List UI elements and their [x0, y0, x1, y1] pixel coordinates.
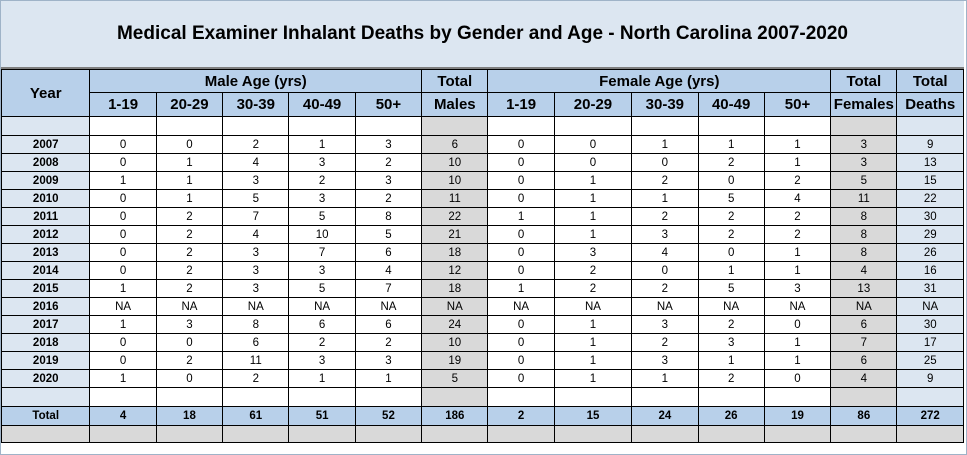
total-deaths-cell: 30 [897, 316, 964, 334]
female-count-cell: 1 [632, 136, 698, 154]
female-count-cell: 4 [632, 244, 698, 262]
male-count-cell: 2 [156, 226, 222, 244]
female-count-cell: 2 [698, 154, 764, 172]
female-count-cell: 5 [698, 190, 764, 208]
male-count-cell: 6 [289, 316, 355, 334]
table-row [2, 298, 964, 316]
female-count-cell: 1 [764, 244, 830, 262]
spacer-row [2, 388, 964, 407]
male-count-cell: 3 [223, 244, 289, 262]
total-males-cell: 5 [422, 370, 488, 388]
total-males-cell: NA [422, 298, 488, 316]
year-cell: 2015 [2, 280, 90, 298]
year-cell: 2013 [2, 244, 90, 262]
female-count-cell: 0 [488, 352, 554, 370]
total-males-cell: 12 [422, 262, 488, 280]
deaths-table [1, 69, 964, 443]
male-count-cell: 1 [90, 316, 156, 334]
female-count-cell: 0 [632, 154, 698, 172]
female-count-cell: 1 [764, 154, 830, 172]
male-count-cell: 2 [156, 244, 222, 262]
total-males-cell: 24 [422, 316, 488, 334]
total-value-cell: 4 [90, 407, 156, 426]
female-band-header: 30-39 [632, 93, 698, 117]
total-value-cell: 86 [831, 407, 897, 426]
total-deaths-cell: 31 [897, 280, 964, 298]
female-count-cell: 3 [554, 244, 631, 262]
female-count-cell: NA [554, 298, 631, 316]
total-females-cell: 6 [831, 316, 897, 334]
female-count-cell: 0 [488, 154, 554, 172]
male-count-cell: 5 [355, 226, 421, 244]
male-count-cell: 3 [223, 262, 289, 280]
total-males-cell: 11 [422, 190, 488, 208]
total-deaths-cell: 9 [897, 136, 964, 154]
male-count-cell: 2 [156, 208, 222, 226]
female-count-cell: 1 [488, 280, 554, 298]
male-count-cell: 0 [90, 262, 156, 280]
female-count-cell: 1 [698, 262, 764, 280]
male-count-cell: 0 [90, 208, 156, 226]
table-row [2, 172, 964, 190]
female-count-cell: 2 [764, 208, 830, 226]
female-count-cell: 2 [698, 316, 764, 334]
total-females-cell: 6 [831, 352, 897, 370]
male-count-cell: 2 [355, 154, 421, 172]
male-count-cell: 8 [355, 208, 421, 226]
male-count-cell: 3 [289, 262, 355, 280]
female-band-header: 1-19 [488, 93, 554, 117]
total-value-cell: 51 [289, 407, 355, 426]
female-count-cell: 1 [554, 208, 631, 226]
total-males-cell: 18 [422, 244, 488, 262]
table-row [2, 154, 964, 172]
male-count-cell: 6 [355, 316, 421, 334]
male-count-cell: 1 [289, 136, 355, 154]
male-count-cell: 7 [223, 208, 289, 226]
female-count-cell: 3 [632, 226, 698, 244]
female-count-cell: 1 [554, 370, 631, 388]
year-cell: 2014 [2, 262, 90, 280]
male-count-cell: 0 [90, 244, 156, 262]
spacer-row [2, 117, 964, 136]
total-value-cell: 2 [488, 407, 554, 426]
male-count-cell: 2 [289, 334, 355, 352]
male-count-cell: 3 [289, 352, 355, 370]
male-count-cell: 3 [223, 172, 289, 190]
female-count-cell: 1 [764, 136, 830, 154]
male-count-cell: 5 [289, 208, 355, 226]
female-count-cell: 1 [488, 208, 554, 226]
male-count-cell: 1 [156, 190, 222, 208]
year-header: Year [2, 70, 90, 117]
male-count-cell: 2 [355, 334, 421, 352]
female-count-cell: 0 [554, 154, 631, 172]
female-count-cell: 2 [632, 334, 698, 352]
female-count-cell: 3 [632, 352, 698, 370]
total-females-cell: 8 [831, 226, 897, 244]
total-males-cell: 21 [422, 226, 488, 244]
female-count-cell: 5 [698, 280, 764, 298]
total-deaths-cell: 26 [897, 244, 964, 262]
male-age-header: Male Age (yrs) [90, 70, 422, 93]
male-count-cell: 2 [289, 172, 355, 190]
total-females-cell: 3 [831, 136, 897, 154]
total-females-header-line2: Females [831, 93, 897, 117]
table-title: Medical Examiner Inhalant Deaths by Gender and Age - North Carolina 2007-2020 [1, 1, 964, 69]
female-count-cell: 0 [488, 172, 554, 190]
total-females-cell: 4 [831, 370, 897, 388]
female-count-cell: 2 [764, 172, 830, 190]
total-value-cell: 52 [355, 407, 421, 426]
female-count-cell: 0 [764, 316, 830, 334]
total-males-cell: 10 [422, 334, 488, 352]
table-row [2, 334, 964, 352]
female-count-cell: 3 [698, 334, 764, 352]
male-count-cell: 3 [355, 136, 421, 154]
male-count-cell: 3 [289, 154, 355, 172]
bottom-row [2, 426, 964, 443]
male-count-cell: 1 [90, 172, 156, 190]
female-count-cell: 1 [698, 136, 764, 154]
male-count-cell: 2 [223, 370, 289, 388]
total-label: Total [2, 407, 90, 426]
total-males-cell: 10 [422, 154, 488, 172]
female-count-cell: NA [488, 298, 554, 316]
female-count-cell: 3 [764, 280, 830, 298]
female-count-cell: 1 [554, 316, 631, 334]
total-deaths-header-line2: Deaths [897, 93, 964, 117]
female-count-cell: 2 [764, 226, 830, 244]
year-cell: 2016 [2, 298, 90, 316]
total-males-cell: 10 [422, 172, 488, 190]
total-value-cell: 24 [632, 407, 698, 426]
male-count-cell: 3 [156, 316, 222, 334]
male-count-cell: 7 [289, 244, 355, 262]
male-band-header: 20-29 [156, 93, 222, 117]
male-count-cell: 11 [223, 352, 289, 370]
female-count-cell: 2 [632, 280, 698, 298]
male-count-cell: 4 [223, 154, 289, 172]
male-count-cell: 0 [90, 226, 156, 244]
table-row [2, 280, 964, 298]
male-count-cell: 7 [355, 280, 421, 298]
male-count-cell: 0 [156, 136, 222, 154]
male-count-cell: 1 [90, 370, 156, 388]
female-count-cell: 0 [488, 334, 554, 352]
female-count-cell: 2 [554, 280, 631, 298]
male-count-cell: 1 [289, 370, 355, 388]
year-cell: 2011 [2, 208, 90, 226]
male-count-cell: 0 [90, 190, 156, 208]
total-row [2, 407, 964, 426]
table-row [2, 370, 964, 388]
male-count-cell: 3 [223, 280, 289, 298]
female-count-cell: 2 [632, 208, 698, 226]
total-value-cell: 15 [554, 407, 631, 426]
table-row [2, 208, 964, 226]
female-count-cell: 0 [488, 136, 554, 154]
total-value-cell: 186 [422, 407, 488, 426]
total-deaths-cell: 17 [897, 334, 964, 352]
total-value-cell: 19 [764, 407, 830, 426]
total-deaths-cell: 13 [897, 154, 964, 172]
male-count-cell: 0 [90, 136, 156, 154]
male-count-cell: 1 [156, 154, 222, 172]
male-count-cell: 3 [355, 172, 421, 190]
male-count-cell: 1 [156, 172, 222, 190]
male-count-cell: 0 [90, 334, 156, 352]
total-deaths-cell: 22 [897, 190, 964, 208]
total-deaths-header-line1: Total [897, 70, 964, 93]
male-count-cell: 0 [90, 352, 156, 370]
male-count-cell: 10 [289, 226, 355, 244]
total-females-cell: 5 [831, 172, 897, 190]
total-females-cell: 8 [831, 244, 897, 262]
year-cell: 2008 [2, 154, 90, 172]
total-value-cell: 18 [156, 407, 222, 426]
male-count-cell: 2 [156, 352, 222, 370]
table-row [2, 226, 964, 244]
total-females-cell: 11 [831, 190, 897, 208]
female-count-cell: 1 [632, 370, 698, 388]
total-deaths-cell: 15 [897, 172, 964, 190]
female-count-cell: NA [698, 298, 764, 316]
year-cell: 2019 [2, 352, 90, 370]
total-males-cell: 19 [422, 352, 488, 370]
male-count-cell: 4 [223, 226, 289, 244]
female-count-cell: 2 [632, 172, 698, 190]
female-count-cell: 1 [554, 334, 631, 352]
female-count-cell: 1 [764, 352, 830, 370]
male-count-cell: 2 [156, 262, 222, 280]
female-count-cell: 0 [488, 190, 554, 208]
male-count-cell: 2 [223, 136, 289, 154]
female-count-cell: 0 [632, 262, 698, 280]
female-count-cell: 2 [554, 262, 631, 280]
female-count-cell: 1 [764, 262, 830, 280]
total-females-cell: 13 [831, 280, 897, 298]
total-females-cell: 7 [831, 334, 897, 352]
male-count-cell: 5 [223, 190, 289, 208]
male-count-cell: NA [289, 298, 355, 316]
year-cell: 2020 [2, 370, 90, 388]
male-count-cell: 5 [289, 280, 355, 298]
male-band-header: 50+ [355, 93, 421, 117]
total-deaths-cell: NA [897, 298, 964, 316]
total-value-cell: 61 [223, 407, 289, 426]
table-row [2, 352, 964, 370]
total-females-cell: 3 [831, 154, 897, 172]
year-cell: 2009 [2, 172, 90, 190]
table-row [2, 244, 964, 262]
female-count-cell: 1 [764, 334, 830, 352]
male-count-cell: NA [223, 298, 289, 316]
total-females-header-line1: Total [831, 70, 897, 93]
total-males-header-line2: Males [422, 93, 488, 117]
female-count-cell: 2 [698, 370, 764, 388]
female-band-header: 40-49 [698, 93, 764, 117]
total-females-cell: 8 [831, 208, 897, 226]
male-count-cell: 2 [156, 280, 222, 298]
male-count-cell: 6 [355, 244, 421, 262]
female-count-cell: 1 [698, 352, 764, 370]
year-cell: 2018 [2, 334, 90, 352]
total-deaths-cell: 25 [897, 352, 964, 370]
total-value-cell: 272 [897, 407, 964, 426]
female-count-cell: 2 [698, 208, 764, 226]
total-males-cell: 22 [422, 208, 488, 226]
female-count-cell: 4 [764, 190, 830, 208]
total-males-cell: 6 [422, 136, 488, 154]
female-count-cell: 0 [698, 172, 764, 190]
total-deaths-cell: 30 [897, 208, 964, 226]
female-count-cell: 0 [764, 370, 830, 388]
male-count-cell: 3 [355, 352, 421, 370]
female-count-cell: 0 [488, 244, 554, 262]
year-cell: 2010 [2, 190, 90, 208]
female-count-cell: 1 [554, 352, 631, 370]
female-count-cell: NA [764, 298, 830, 316]
female-age-header: Female Age (yrs) [488, 70, 831, 93]
male-count-cell: 8 [223, 316, 289, 334]
female-band-header: 20-29 [554, 93, 631, 117]
female-count-cell: 0 [488, 370, 554, 388]
female-count-cell: 0 [488, 262, 554, 280]
year-cell: 2017 [2, 316, 90, 334]
total-males-header-line1: Total [422, 70, 488, 93]
female-count-cell: 0 [488, 316, 554, 334]
female-count-cell: 2 [698, 226, 764, 244]
female-count-cell: 1 [554, 172, 631, 190]
female-band-header: 50+ [764, 93, 830, 117]
year-cell: 2007 [2, 136, 90, 154]
male-count-cell: 2 [355, 190, 421, 208]
male-count-cell: NA [90, 298, 156, 316]
female-count-cell: 1 [554, 190, 631, 208]
male-count-cell: 1 [90, 280, 156, 298]
male-count-cell: NA [156, 298, 222, 316]
male-band-header: 40-49 [289, 93, 355, 117]
male-count-cell: 4 [355, 262, 421, 280]
male-count-cell: 0 [90, 154, 156, 172]
male-count-cell: 1 [355, 370, 421, 388]
total-females-cell: NA [831, 298, 897, 316]
female-count-cell: 0 [698, 244, 764, 262]
male-band-header: 1-19 [90, 93, 156, 117]
male-band-header: 30-39 [223, 93, 289, 117]
male-count-cell: 6 [223, 334, 289, 352]
male-count-cell: 3 [289, 190, 355, 208]
female-count-cell: 0 [488, 226, 554, 244]
female-count-cell: NA [632, 298, 698, 316]
total-deaths-cell: 29 [897, 226, 964, 244]
female-count-cell: 3 [632, 316, 698, 334]
year-cell: 2012 [2, 226, 90, 244]
female-count-cell: 1 [554, 226, 631, 244]
table-row [2, 262, 964, 280]
total-value-cell: 26 [698, 407, 764, 426]
table-row [2, 190, 964, 208]
total-males-cell: 18 [422, 280, 488, 298]
male-count-cell: 0 [156, 370, 222, 388]
female-count-cell: 1 [632, 190, 698, 208]
male-count-cell: NA [355, 298, 421, 316]
total-females-cell: 4 [831, 262, 897, 280]
table-row [2, 316, 964, 334]
male-count-cell: 0 [156, 334, 222, 352]
total-deaths-cell: 16 [897, 262, 964, 280]
female-count-cell: 0 [554, 136, 631, 154]
total-deaths-cell: 9 [897, 370, 964, 388]
table-row [2, 136, 964, 154]
